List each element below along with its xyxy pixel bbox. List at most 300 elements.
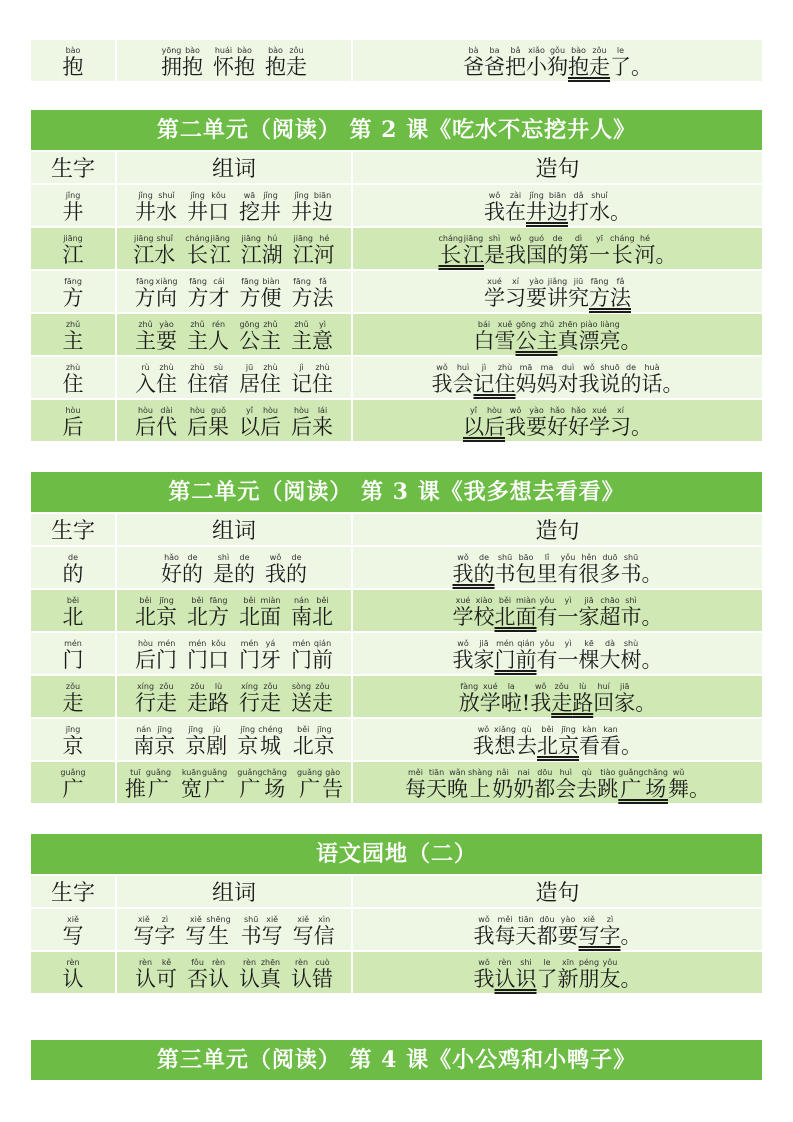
- hanzi-char: 走zǒu: [156, 682, 177, 715]
- sentence-char: 新xīn: [557, 958, 579, 991]
- word: [133, 725, 175, 757]
- sentence-char: 认rèn: [494, 958, 516, 991]
- hanzi-char: 门mén: [291, 639, 312, 672]
- pinyin: yào: [526, 277, 547, 286]
- char-wrap: [31, 228, 115, 269]
- sentence-char: 第dì: [568, 234, 589, 267]
- hanzi-char: 生shēng: [206, 915, 231, 948]
- new-character: 抱bào: [62, 46, 84, 79]
- hanzi-char: 南nán: [133, 725, 155, 758]
- pinyin: sòng: [291, 682, 312, 691]
- sentence-char: 路lù: [572, 682, 594, 715]
- pinyin: duō: [599, 553, 621, 562]
- header-char: 生字: [31, 876, 115, 907]
- sentence-wrap: [353, 40, 762, 81]
- sentence-char: 我wǒ: [431, 363, 453, 396]
- sentence-char: 去qù: [576, 768, 598, 801]
- word: [291, 191, 333, 223]
- sentence-char: 的de: [547, 234, 568, 267]
- word: [185, 234, 231, 266]
- sentence-char: 超chāo: [599, 596, 621, 629]
- lesson-section: [31, 834, 762, 995]
- word: [291, 320, 333, 352]
- sentence-char: 一yì: [557, 596, 579, 629]
- hanzi-char: 认rèn: [239, 958, 260, 991]
- hanzi-char: 来lái: [312, 406, 333, 439]
- hanzi-char: 城chéng: [258, 725, 283, 758]
- sentence-char: 门mén: [494, 639, 516, 672]
- hanzi-char: 江jiāng: [209, 234, 231, 267]
- vocab-table: [31, 512, 762, 805]
- pinyin: shū: [240, 915, 262, 924]
- pinyin: bái: [473, 320, 495, 329]
- hanzi-char: 广guǎng: [237, 768, 263, 801]
- pinyin: zhēn: [260, 958, 281, 967]
- pinyin: hǎo: [568, 406, 589, 415]
- pinyin: guǎng: [60, 768, 86, 777]
- pinyin: mén: [494, 639, 516, 648]
- char-cell: [31, 271, 115, 312]
- sentence-char: 长cháng: [438, 234, 463, 267]
- words-wrap: [117, 271, 351, 312]
- sentence-wrap: [353, 952, 762, 993]
- sentence-char: 都dōu: [536, 915, 558, 948]
- pinyin: piào: [578, 320, 600, 329]
- word: [135, 320, 177, 352]
- char-cell: [31, 357, 115, 398]
- sentence-char: 。: [620, 967, 642, 991]
- pinyin: hòu: [135, 406, 156, 415]
- word: [187, 191, 229, 223]
- hanzi-char: 京jīng: [156, 596, 177, 629]
- table-row: [31, 228, 762, 269]
- words-cell: [115, 40, 351, 81]
- sentence-char: 包bāo: [515, 553, 537, 586]
- sentence-char: 以yǐ: [463, 406, 484, 439]
- hanzi-char: 后hòu: [291, 406, 312, 439]
- pinyin: wǒ: [265, 553, 286, 562]
- sentence-char: 场chǎng: [643, 768, 669, 801]
- hanzi-char: 京jīng: [154, 725, 176, 758]
- sentence-char: 每měi: [494, 915, 516, 948]
- char-wrap: [31, 357, 115, 398]
- char-cell: [31, 590, 115, 631]
- hanzi-char: 挖wā: [239, 191, 260, 224]
- words-cell: [115, 633, 351, 674]
- char-cell: [31, 633, 115, 674]
- pinyin: fǒu: [187, 958, 208, 967]
- word: [291, 406, 333, 438]
- pinyin: jiā: [473, 639, 495, 648]
- hanzi-char: 场chǎng: [262, 768, 287, 801]
- pinyin: shù: [620, 639, 642, 648]
- word: [135, 406, 177, 438]
- sentence-cell: [351, 676, 762, 717]
- pinyin: zǒu: [589, 46, 610, 55]
- word: [293, 234, 335, 266]
- sentence-char: 究jiū: [568, 277, 589, 310]
- char-cell: [31, 762, 115, 803]
- hanzi-char: 口kǒu: [208, 639, 229, 672]
- sentence-char: 对duì: [557, 363, 579, 396]
- word: [187, 682, 229, 714]
- pinyin: guǎng: [296, 768, 323, 777]
- hanzi-char: 走zǒu: [187, 682, 208, 715]
- word: [239, 406, 281, 438]
- sentence-char: 我wǒ: [472, 725, 494, 758]
- sentence-char: 我wǒ: [452, 639, 474, 672]
- pinyin: fǎ: [312, 277, 334, 286]
- pinyin: duì: [557, 363, 579, 372]
- word: [291, 682, 333, 714]
- hanzi-char: 住zhù: [312, 363, 333, 396]
- hanzi-char: 后hòu: [135, 406, 156, 439]
- hanzi-char: 主zhǔ: [291, 320, 312, 353]
- word: [237, 768, 287, 800]
- sentence-char: 里lǐ: [536, 553, 558, 586]
- char-wrap: [31, 676, 115, 717]
- pinyin: fǎ: [610, 277, 631, 286]
- pinyin: rèn: [239, 958, 260, 967]
- word: [293, 915, 335, 947]
- sentence-char: 要yào: [526, 406, 547, 439]
- sentence-wrap: [353, 762, 762, 803]
- pinyin: tiān: [425, 768, 447, 777]
- header-char: 生字: [31, 514, 115, 545]
- hanzi-char: 主zhǔ: [260, 320, 281, 353]
- lesson-section: [31, 1040, 762, 1080]
- hanzi-char: 后hòu: [135, 639, 156, 672]
- pinyin: cái: [208, 277, 230, 286]
- hanzi-char: 面miàn: [260, 596, 281, 629]
- table-row: [31, 676, 762, 717]
- word: [291, 639, 333, 671]
- sentence-char: 真zhēn: [557, 320, 579, 353]
- sentence-char: 我wǒ: [473, 915, 495, 948]
- sentence-char: 一yì: [557, 639, 579, 672]
- sentence-char: 妈mā: [515, 363, 537, 396]
- sentence-char: 亮liàng: [599, 320, 621, 353]
- sentence-char: 了le: [536, 958, 558, 991]
- sentence-char: 识shi: [515, 958, 537, 991]
- pinyin: xuě: [494, 320, 516, 329]
- pinyin: xiǎo: [526, 46, 547, 55]
- pinyin: dōu: [534, 768, 556, 777]
- pinyin: hòu: [187, 406, 208, 415]
- pinyin: jiā: [578, 596, 600, 605]
- pinyin: qián: [515, 639, 537, 648]
- pinyin: jīng: [237, 725, 259, 734]
- table-row: [31, 314, 762, 355]
- sentence-char: 狗gǒu: [547, 46, 568, 79]
- top-table: [31, 38, 762, 83]
- hanzi-char: 抱bào: [265, 46, 286, 79]
- hanzi-char: 北běi: [135, 596, 156, 629]
- pinyin: chāo: [599, 596, 621, 605]
- pinyin: zǒu: [312, 682, 333, 691]
- pinyin: běi: [239, 596, 260, 605]
- sentence-char: 有yǒu: [557, 553, 579, 586]
- sentence-char: 我wǒ: [505, 406, 526, 439]
- word: [125, 768, 171, 800]
- word: [292, 277, 334, 309]
- sentence-cell: [351, 762, 762, 803]
- sentence-char: 北běi: [494, 596, 516, 629]
- words-cell: [115, 185, 351, 226]
- hanzi-char: 井jǐng: [291, 191, 312, 224]
- hanzi-char: 写xiě: [292, 915, 314, 948]
- hanzi-char: 广guǎng: [145, 768, 172, 801]
- table-row: [31, 719, 762, 760]
- hanzi-char: 走zǒu: [260, 682, 281, 715]
- sentence-cell: [351, 271, 762, 312]
- hanzi-char: 认rèn: [208, 958, 229, 991]
- word: [135, 363, 177, 395]
- pinyin: kǒu: [208, 639, 229, 648]
- hanzi-char: 书shū: [240, 915, 262, 948]
- pinyin: tuī: [124, 768, 146, 777]
- hanzi-char: 居jū: [239, 363, 260, 396]
- char-cell: [31, 952, 115, 993]
- word: [185, 915, 230, 947]
- sentence-char: 学xué: [452, 596, 474, 629]
- sentence-char: 后hòu: [484, 406, 505, 439]
- pinyin: bào: [182, 46, 203, 55]
- header-words: 组词: [115, 152, 351, 183]
- word: [297, 768, 343, 800]
- sentence-char: 晚wǎn: [446, 768, 468, 801]
- pinyin: tiān: [515, 915, 537, 924]
- word: [239, 320, 281, 352]
- new-character: 主zhǔ: [62, 320, 84, 353]
- pinyin: zhǔ: [536, 320, 558, 329]
- sentence-char: 。: [610, 200, 631, 224]
- pinyin: rèn: [494, 958, 516, 967]
- hanzi-char: 公gōng: [239, 320, 260, 353]
- pinyin: xiě: [578, 915, 600, 924]
- vocab-table: [31, 874, 762, 995]
- char-cell: [31, 228, 115, 269]
- sentence-char: 记jì: [473, 363, 495, 396]
- new-character: 方fāng: [62, 277, 84, 310]
- sentence-cell: [351, 952, 762, 993]
- pinyin: zhǔ: [135, 320, 156, 329]
- word: [135, 682, 177, 714]
- table-row: [31, 909, 762, 950]
- pinyin: yào: [526, 406, 547, 415]
- pinyin: hú: [261, 234, 283, 243]
- pinyin: běi: [292, 725, 314, 734]
- sentence-char: 的de: [473, 553, 495, 586]
- sentence-char: 要yào: [526, 277, 547, 310]
- sentence-char: 天tiān: [515, 915, 537, 948]
- new-character: 江jiāng: [62, 234, 84, 267]
- pinyin: zǒu: [156, 682, 177, 691]
- sentence-char: 。: [635, 691, 657, 715]
- pinyin: guǎng: [145, 768, 172, 777]
- char-wrap: [31, 952, 115, 993]
- word: [188, 277, 230, 309]
- hanzi-char: 走zǒu: [312, 682, 333, 715]
- pinyin: běi: [135, 596, 156, 605]
- pinyin: rén: [208, 320, 229, 329]
- header-sentence: 造句: [351, 514, 762, 545]
- pinyin: mén: [291, 639, 312, 648]
- sentence-char: 雪xuě: [494, 320, 516, 353]
- pinyin: de: [620, 363, 642, 372]
- words-wrap: [117, 952, 351, 993]
- pinyin: miàn: [260, 596, 281, 605]
- hanzi-char: 京jīng: [313, 725, 335, 758]
- pinyin: cháng: [610, 234, 635, 243]
- pinyin: xiě: [62, 915, 84, 924]
- hanzi-char: 拥yōng: [161, 46, 182, 79]
- pinyin: qù: [516, 725, 537, 734]
- sentence-char: 习xí: [505, 277, 526, 310]
- pinyin: jì: [473, 363, 495, 372]
- sentence-char: 奶nai: [513, 768, 535, 801]
- pinyin: lù: [572, 682, 594, 691]
- word: [240, 277, 282, 309]
- pinyin: zǒu: [260, 682, 281, 691]
- hanzi-char: 水shuǐ: [156, 191, 177, 224]
- pinyin: kuān: [181, 768, 203, 777]
- sentence-char: 上shàng: [467, 768, 493, 801]
- vocab-table: [31, 150, 762, 443]
- table-row: [31, 590, 762, 631]
- hanzi-char: 方fāng: [134, 277, 156, 310]
- pinyin: zhù: [187, 363, 208, 372]
- sentence-wrap: [353, 676, 762, 717]
- pinyin: shuō: [599, 363, 621, 372]
- sentence-char: 我wǒ: [473, 958, 495, 991]
- sentence-char: 要yào: [557, 915, 579, 948]
- sentence-char: 京jīng: [558, 725, 579, 758]
- hanzi-char: 牙yá: [260, 639, 281, 672]
- pinyin: huà: [641, 363, 663, 372]
- words-wrap: [117, 547, 351, 588]
- pinyin: bāo: [515, 553, 537, 562]
- pinyin: zhù: [494, 363, 516, 372]
- word: [187, 406, 229, 438]
- pinyin: wǒ: [452, 553, 474, 562]
- pinyin: hòu: [484, 406, 505, 415]
- words-wrap: [117, 719, 351, 760]
- word: [239, 639, 281, 671]
- word: [133, 234, 175, 266]
- pinyin: xué: [479, 682, 501, 691]
- table-row: [31, 357, 762, 398]
- char-cell: [31, 400, 115, 441]
- sentence-cell: [351, 40, 762, 81]
- sentence-char: 一yī: [589, 234, 610, 267]
- sentence-char: 有yǒu: [536, 639, 558, 672]
- sentence-char: 北běi: [537, 725, 558, 758]
- sentence-char: 看kan: [600, 725, 621, 758]
- pinyin: rèn: [291, 958, 312, 967]
- hanzi-char: 京jīng: [237, 725, 259, 758]
- sentence-char: 了le: [610, 46, 631, 79]
- word: [181, 768, 227, 800]
- pinyin: wǒ: [530, 682, 552, 691]
- pinyin: jǐng: [260, 191, 281, 200]
- hanzi-char: 怀huái: [213, 46, 234, 79]
- sentence-char: 学xué: [589, 406, 610, 439]
- pinyin: rù: [135, 363, 156, 372]
- sentence-char: 。: [689, 777, 711, 801]
- pinyin: měi: [404, 768, 426, 777]
- pinyin: dài: [156, 406, 177, 415]
- words-wrap: [117, 357, 351, 398]
- sentence-char: 多duō: [599, 553, 621, 586]
- pinyin: xiě: [185, 915, 207, 924]
- char-cell: [31, 314, 115, 355]
- pinyin: lù: [208, 682, 229, 691]
- sentence-char: 漂piào: [578, 320, 600, 353]
- sentence-char: 家jiā: [614, 682, 636, 715]
- pinyin: xīn: [557, 958, 579, 967]
- pinyin: kan: [600, 725, 621, 734]
- sentence-char: 我wǒ: [484, 191, 505, 224]
- word: [134, 277, 177, 309]
- pinyin: shū: [494, 553, 516, 562]
- words-wrap: [117, 762, 351, 803]
- hanzi-char: 抱bào: [234, 46, 255, 79]
- sentence-char: 大dà: [599, 639, 621, 672]
- pinyin: xiàng: [155, 277, 178, 286]
- sentence-char: 主zhǔ: [536, 320, 558, 353]
- hanzi-char: 后hòu: [187, 406, 208, 439]
- sentence-char: 国guó: [526, 234, 547, 267]
- sentence-char: 习xí: [610, 406, 631, 439]
- pinyin: shū: [620, 553, 642, 562]
- sentence-char: 长cháng: [610, 234, 635, 267]
- words-wrap: [117, 676, 351, 717]
- new-character: 走zǒu: [62, 682, 84, 715]
- hanzi-char: 长cháng: [185, 234, 210, 267]
- pinyin: jiāng: [133, 234, 155, 243]
- char-cell: [31, 40, 115, 81]
- table-row: [31, 547, 762, 588]
- pinyin: fāng: [62, 277, 84, 286]
- pinyin: zhǔ: [291, 320, 312, 329]
- pinyin: cháng: [185, 234, 210, 243]
- pinyin: jīng: [558, 725, 579, 734]
- hanzi-char: 路lù: [208, 682, 229, 715]
- pinyin: ba: [484, 46, 505, 55]
- hanzi-char: 才cái: [208, 277, 230, 310]
- hanzi-char: 告gào: [322, 768, 344, 801]
- pinyin: jǐng: [526, 191, 547, 200]
- word: [265, 46, 307, 78]
- word: [135, 596, 177, 628]
- pinyin: yōng: [161, 46, 182, 55]
- hanzi-char: 广guǎng: [296, 768, 323, 801]
- words-cell: [115, 314, 351, 355]
- pinyin: la: [500, 682, 522, 691]
- sentence-char: 放fàng: [458, 682, 480, 715]
- pinyin: chéng: [258, 725, 283, 734]
- sentence-char: 啦la: [500, 682, 522, 715]
- hanzi-char: 剧jù: [206, 725, 228, 758]
- pinyin: biān: [547, 191, 568, 200]
- pinyin: xué: [452, 596, 474, 605]
- sentence-wrap: [353, 719, 762, 760]
- pinyin: bào: [265, 46, 286, 55]
- pinyin: zài: [505, 191, 526, 200]
- sentence-char: 我wǒ: [505, 234, 526, 267]
- pinyin: nán: [133, 725, 155, 734]
